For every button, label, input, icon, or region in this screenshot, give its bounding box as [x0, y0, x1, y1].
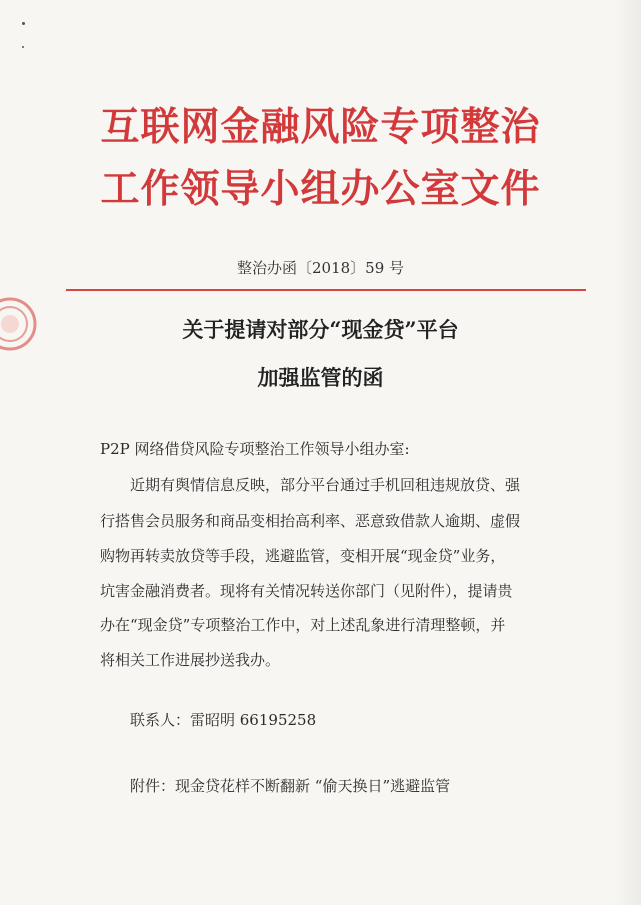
body-paragraph-line: 将相关工作进展抄送我办。 [100, 651, 281, 669]
contact-person: 联系人：雷昭明 66195258 [130, 711, 317, 729]
body-paragraph-line: 办在“现金贷”专项整治工作中，对上述乱象进行清理整顿，并 [100, 616, 506, 634]
red-divider-line [66, 289, 586, 291]
scan-speck [22, 22, 25, 25]
body-paragraph-line: 购物再转卖放贷等手段，逃避监管，变相开展“现金贷”业务， [100, 547, 506, 565]
scan-speck [22, 46, 24, 48]
header-title-line-2: 工作领导小组办公室文件 [100, 166, 541, 212]
subject-line-2: 加强监管的函 [257, 365, 384, 390]
body-paragraph-line: 近期有舆情信息反映，部分平台通过手机回租违规放贷、强 [130, 476, 521, 494]
attachment-note: 附件：现金贷花样不断翻新 “偷天换日”逃避监管 [130, 777, 451, 795]
subject-line-1: 关于提请对部分“现金贷”平台 [182, 317, 459, 342]
body-paragraph-line: 坑害金融消费者。现将有关情况转送你部门（见附件），提请贵 [100, 582, 513, 600]
body-paragraph-line: 行搭售会员服务和商品变相抬高利率、恶意致借款人逾期、虚假 [100, 512, 521, 530]
header-title-line-1: 互联网金融风险专项整治 [100, 104, 541, 150]
addressee: P2P 网络借贷风险专项整治工作领导小组办室: [100, 440, 410, 458]
document-number: 整治办函〔2018〕59 号 [236, 259, 405, 277]
